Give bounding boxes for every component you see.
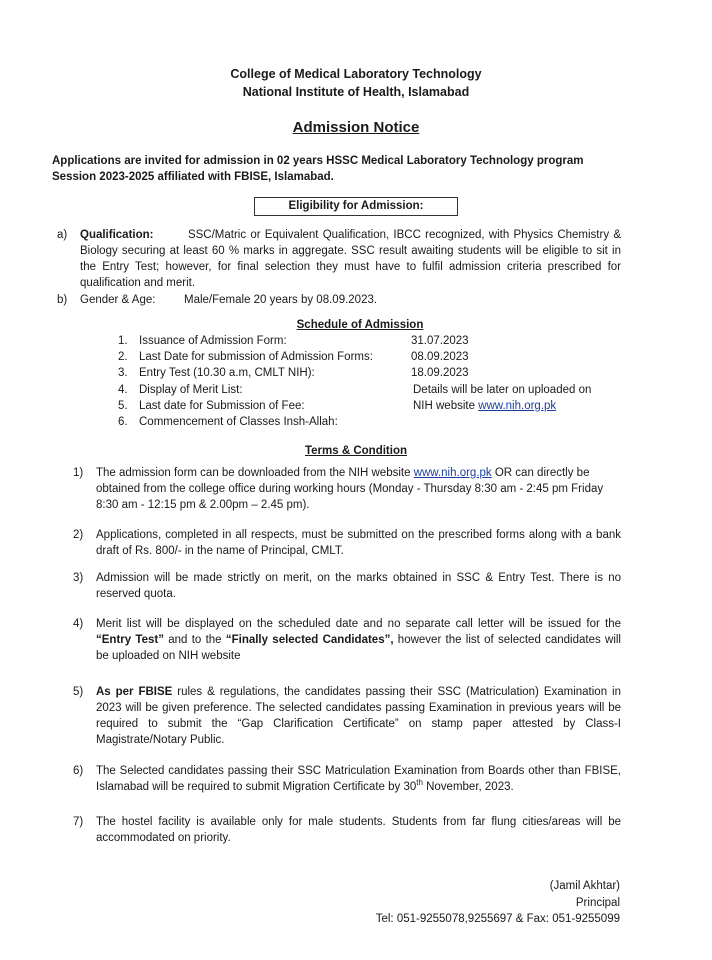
eligibility-b-marker: b) bbox=[57, 294, 68, 306]
term-5-bold: As per FBISE bbox=[96, 686, 173, 698]
schedule-item-value: Details will be later on uploaded on bbox=[413, 384, 592, 396]
schedule-heading: Schedule of Admission bbox=[296, 319, 424, 331]
eligibility-qualification bbox=[80, 227, 621, 291]
term-6 bbox=[96, 763, 621, 795]
contact-info: Tel: 051-9255078,9255697 & Fax: 051-9255099 bbox=[375, 913, 620, 925]
term-num: 2) bbox=[73, 529, 84, 541]
schedule-item-value: 31.07.2023 bbox=[411, 335, 469, 347]
schedule-item-num: 1. bbox=[118, 335, 128, 347]
schedule-item-num: 2. bbox=[118, 351, 128, 363]
gender-age-text: Male/Female 20 years by 08.09.2023. bbox=[184, 294, 378, 306]
nih-website-link[interactable]: www.nih.org.pk bbox=[478, 400, 557, 412]
gender-age-label: Gender & Age: bbox=[80, 294, 156, 306]
term-4-bold-selected: “Finally selected Candidates”, bbox=[225, 634, 394, 646]
term-num: 3) bbox=[73, 572, 84, 584]
term-4-text-end: however the list of selected candidates will be uploaded on NIH website bbox=[96, 634, 621, 662]
term-7: The hostel facility is available only for male students. Students from far flung cities/areas will be accommodated on priority. bbox=[96, 816, 621, 844]
schedule-item-num: 5. bbox=[118, 400, 128, 412]
schedule-item bbox=[118, 365, 628, 381]
intro-paragraph: Applications are invited for admission in 02 years HSSC Medical Laboratory Technology program Session 2023-2025 affiliated with FBISE, Islamabad. bbox=[52, 155, 584, 183]
term-1-text: The admission form can be downloaded from the NIH website bbox=[96, 467, 414, 479]
schedule-item-value bbox=[413, 398, 556, 414]
schedule-item bbox=[118, 333, 628, 349]
schedule-item-label: Commencement of Classes Insh-Allah: bbox=[139, 416, 338, 428]
term-3: Admission will be made strictly on merit, on the marks obtained in SSC & Entry Test. There is no reserved quota. bbox=[96, 572, 621, 600]
term-6-text: The Selected candidates passing their SSC Matriculation Examination from Boards other than FBISE, Islamabad will be required to submit Migration Certificate by 30 bbox=[96, 765, 621, 793]
schedule-item bbox=[118, 382, 628, 398]
term-4-bold-entry-test: “Entry Test” bbox=[96, 634, 164, 646]
terms-heading: Terms & Condition bbox=[304, 445, 407, 457]
schedule-item-num: 3. bbox=[118, 367, 128, 379]
term-num: 1) bbox=[73, 467, 84, 479]
schedule-value-text: NIH website bbox=[413, 400, 479, 412]
schedule-item-label: Last Date for submission of Admission Forms: bbox=[139, 351, 373, 363]
schedule-item-label: Entry Test (10.30 a.m, CMLT NIH): bbox=[139, 367, 315, 379]
institute-name: National Institute of Health, Islamabad bbox=[242, 85, 470, 99]
signatory-designation: Principal bbox=[575, 897, 620, 909]
schedule-item-label: Display of Merit List: bbox=[139, 384, 243, 396]
schedule-item-value: 18.09.2023 bbox=[411, 367, 469, 379]
term-num: 6) bbox=[73, 765, 84, 777]
schedule-item-num: 6. bbox=[118, 416, 128, 428]
signatory-name: (Jamil Akhtar) bbox=[549, 880, 620, 892]
schedule-item-num: 4. bbox=[118, 384, 128, 396]
term-2: Applications, completed in all respects, must be submitted on the prescribed forms along with a bank draft of Rs. 800/- in the name of Principal, CMLT. bbox=[96, 529, 621, 557]
term-1 bbox=[96, 465, 626, 513]
term-num: 4) bbox=[73, 618, 84, 630]
page-title: Admission Notice bbox=[292, 119, 420, 136]
eligibility-a-marker: a) bbox=[57, 229, 68, 241]
term-1-text-cont: OR can directly be obtained from the college office during working hours (Monday - Thursday 8:30 am - 2:45 pm Friday 8:30 am - 12:15 pm & 2.00pm – 2.45 pm). bbox=[96, 467, 604, 511]
qualification-label: Qualification: bbox=[80, 229, 154, 241]
term-5-text: rules & regulations, the candidates passing their SSC (Matriculation) Examination in 2023 will be given preference. The selected candidates passing Examination in previous years will be required to submit the “Gap Clarification Certificate” on stamp paper attested by Class-I Magistrate/Notary Public. bbox=[96, 686, 621, 746]
term-4-text: Merit list will be displayed on the scheduled date and no separate call letter will be issued for the bbox=[96, 618, 621, 630]
schedule-item-value: 08.09.2023 bbox=[411, 351, 469, 363]
schedule-item-label: Last date for Submission of Fee: bbox=[139, 400, 305, 412]
schedule-item-label: Issuance of Admission Form: bbox=[139, 335, 287, 347]
term-5 bbox=[96, 684, 621, 748]
college-name: College of Medical Laboratory Technology bbox=[230, 67, 482, 81]
schedule-item bbox=[118, 414, 628, 430]
term-6-text-end: November, 2023. bbox=[422, 781, 514, 793]
schedule-item bbox=[118, 398, 628, 414]
eligibility-heading: Eligibility for Admission: bbox=[254, 197, 458, 216]
term-4 bbox=[96, 616, 621, 664]
term-num: 5) bbox=[73, 686, 84, 698]
term-num: 7) bbox=[73, 816, 84, 828]
term-6-sup: th bbox=[416, 778, 423, 788]
term-4-text-mid: and to the bbox=[163, 634, 226, 646]
term-1-link[interactable]: www.nih.org.pk bbox=[413, 467, 492, 479]
schedule-item bbox=[118, 349, 628, 365]
qualification-text: SSC/Matric or Equivalent Qualification, IBCC recognized, with Physics Chemistry & Biology securing at least 60 % marks in aggregate. SSC result awaiting students will be eligible to sit in the Entry Test; however, for final selection they must have to fulfil admission criteria prescribed for qualification and merit. bbox=[80, 229, 621, 289]
